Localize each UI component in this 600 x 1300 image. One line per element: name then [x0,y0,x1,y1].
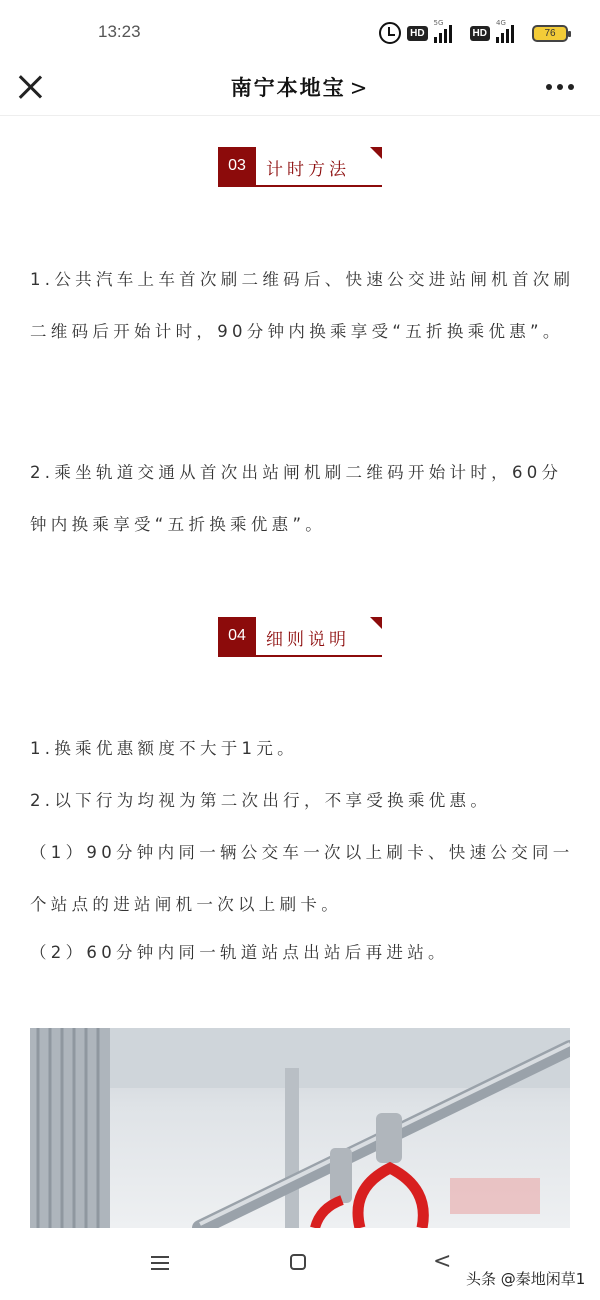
top-nav-bar [0,60,600,116]
paragraph: （1）90分钟内同一辆公交车一次以上刷卡、快速公交同一个站点的进站闸机一次以上刷卡。 [30,843,574,914]
section-number: 03 [218,147,256,185]
chevron-right-icon: > [349,76,370,100]
status-time: 13:23 [98,22,141,41]
section-underline [218,655,382,657]
menu-icon[interactable] [151,1256,169,1270]
back-icon[interactable]: < [433,1249,452,1274]
section-title: 细则说明 [266,630,350,650]
paragraph: （2）60分钟内同一轨道站点出站后再进站。 [30,943,449,962]
hd-icon: HD [407,26,427,41]
paragraph: 2.乘坐轨道交通从首次出站闸机刷二维码开始计时，60分钟内换乘享受“五折换乘优惠”。 [30,463,563,534]
account-name: 南宁本地宝 [230,76,346,100]
battery-icon: 76 [532,25,568,42]
paragraph: 1.公共汽车上车首次刷二维码后、快速公交进站闸机首次刷二维码后开始计时，90分钟内换乘享受“五折换乘优惠”。 [30,270,575,341]
signal-5g-icon: 5G [434,23,464,43]
corner-decoration [370,147,382,159]
signal-4g-icon: 4G [496,23,526,43]
section-heading-03 [218,147,382,189]
bottom-navigation-bar [0,1228,600,1300]
section-heading-04 [218,617,382,659]
corner-decoration [370,617,382,629]
status-bar [0,0,600,64]
watermark: 头条 @秦地闲草1 [466,1270,586,1288]
subway-handle-photo [30,1028,570,1228]
status-icons [379,20,568,46]
home-icon[interactable] [290,1254,306,1270]
subway-interior-illustration [30,1028,570,1228]
more-icon[interactable] [546,84,574,90]
alarm-icon [379,22,401,44]
section-title: 计时方法 [266,160,350,180]
paragraph: 1.换乘优惠额度不大于1元。 [30,739,298,758]
section-number: 04 [218,617,256,655]
section-underline [218,185,382,187]
account-title-link[interactable] [0,72,600,102]
hd-icon: HD [470,26,490,41]
paragraph: 2.以下行为均视为第二次出行，不享受换乘优惠。 [30,791,492,810]
